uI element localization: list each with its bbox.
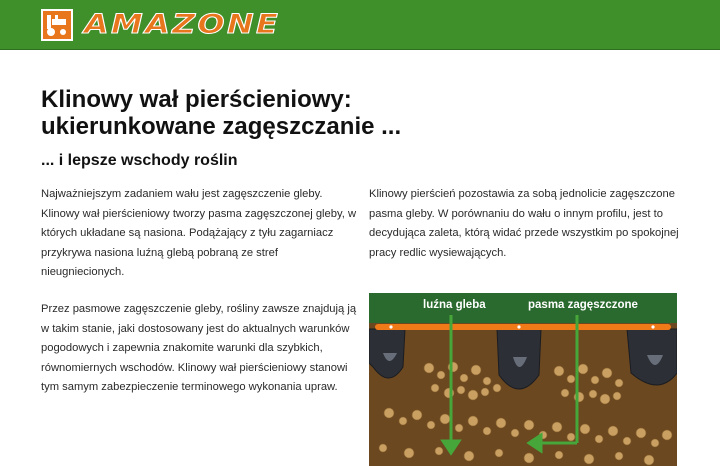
paragraph-emergence: Przez pasmowe zagęszczenie gleby, rośliny zawsze znajdują ją w takim stanie, jaki dostosowany jest do aktualnych warunków pogodowych i zapewnia znakomite warunki dla szybkich, równomiernych wschodów. Klinowy wał pierścieniowy stanowi tym samym zabezpieczenie terminowego wykonania upraw. [41, 303, 357, 393]
paragraph-compaction: Najważniejszym zadaniem wału jest zagęszczenie gleby. Klinowy wał pierścieniowy tworzy pasma zagęszczonej gleby, w których układane są nasiona. Podążający z tyłu zagarniacz przykrywa nasiona luźną glebą pobraną ze stref nieugniecionych. [41, 188, 357, 278]
header-bar [0, 0, 720, 50]
orange-frame-bar [375, 324, 671, 330]
paragraph-wedge-ring: Klinowy pierścień pozostawia za sobą jednolicie zagęszczone pasma gleby. W porównaniu do wału o innym profilu, jest to decydująca zaleta, którą widać przede wszystkim po spokojnej pracy redlic wysiewających. [369, 188, 679, 259]
title-line-1: Klinowy wał pierścieniowy: [41, 86, 352, 113]
page-title [41, 86, 681, 140]
tractor-icon[interactable] [41, 9, 73, 41]
brand-logo-text[interactable]: AMAZONE [84, 9, 281, 40]
soil-compaction-illustration [369, 293, 677, 466]
page-subtitle: ... i lepsze wschody roślin [41, 152, 238, 169]
title-line-2: ukierunkowane zagęszczanie ... [41, 113, 402, 140]
compacted-bands-label: pasma zagęszczone [528, 299, 638, 311]
soil-diagram [369, 293, 677, 466]
loose-soil-label: luźna gleba [423, 299, 486, 311]
